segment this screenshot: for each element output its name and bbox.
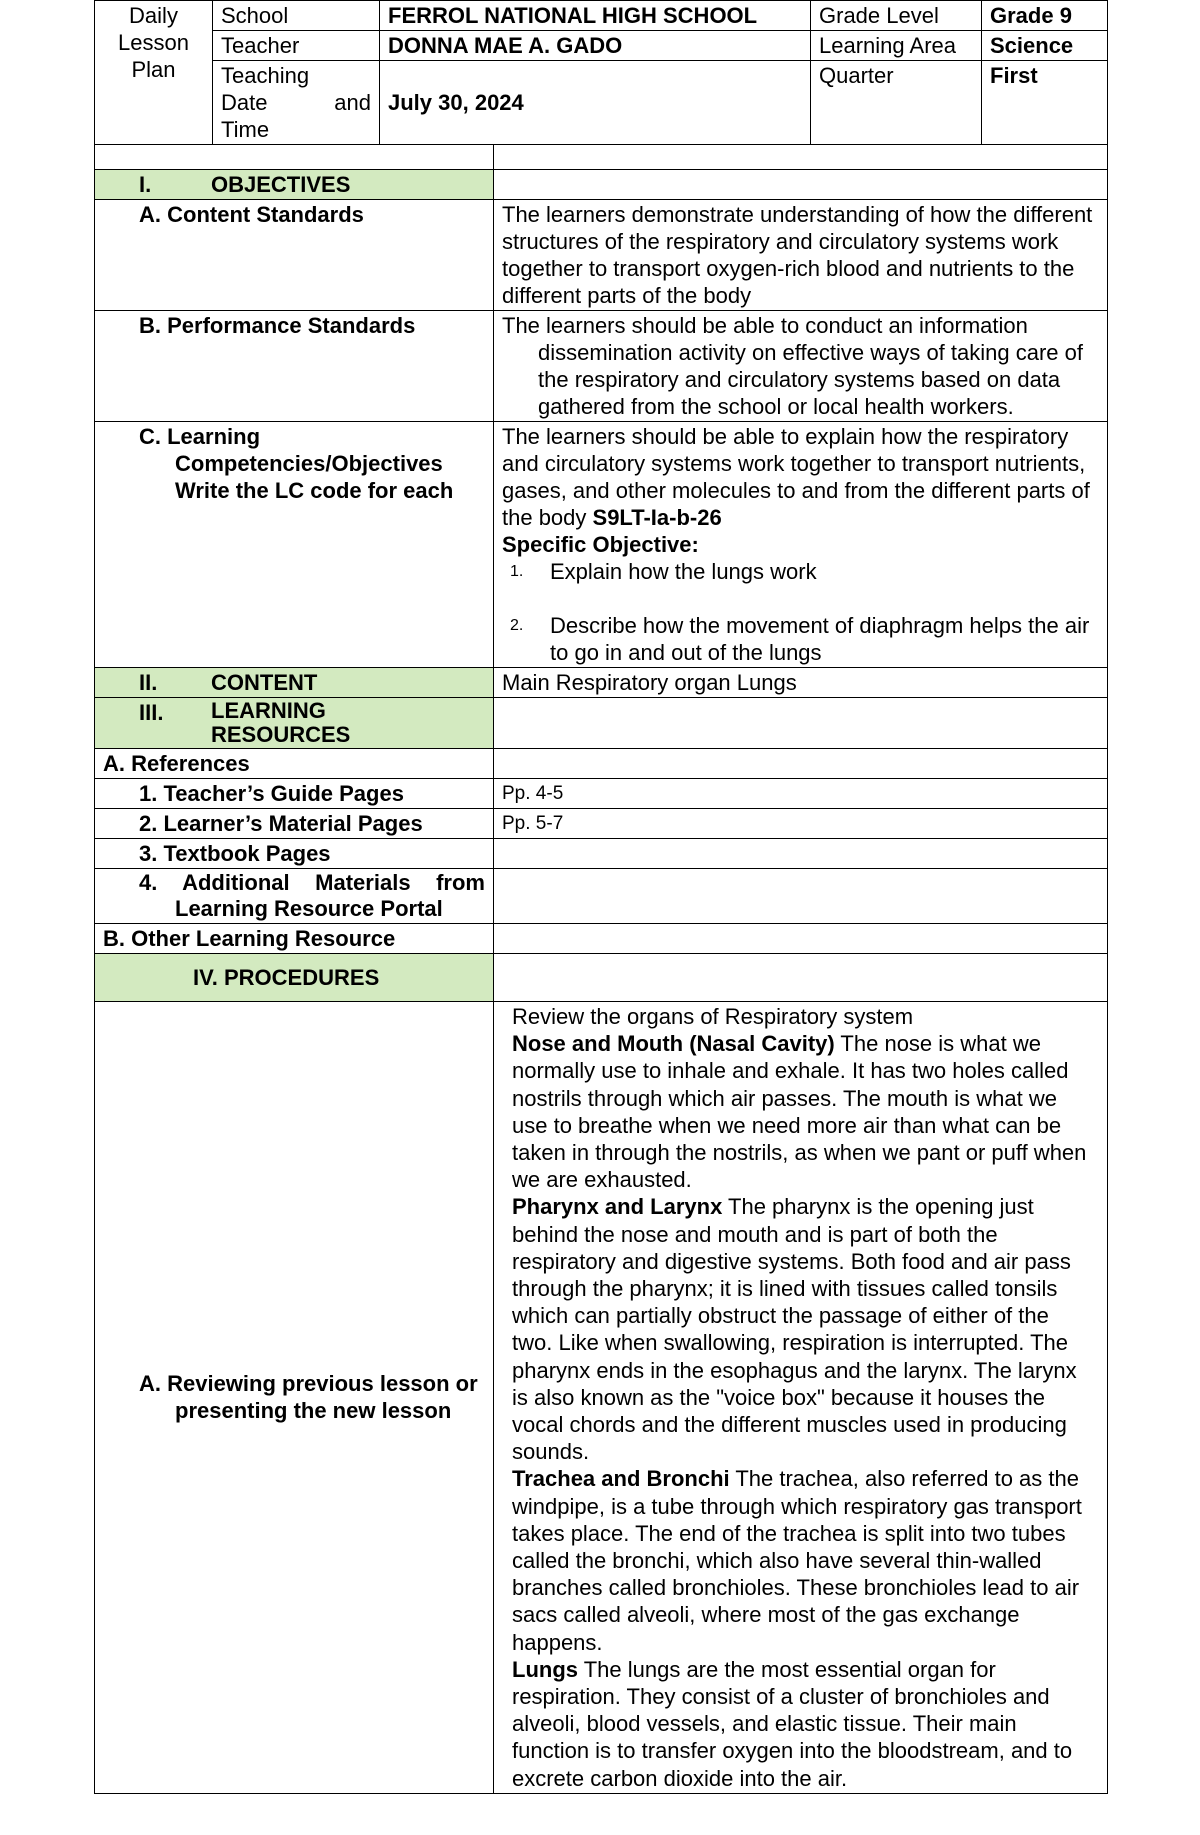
review-label: A. Reviewing previous lesson or presenting the new lesson xyxy=(95,1002,494,1794)
spacer-cell xyxy=(494,145,1108,170)
additional-materials-value xyxy=(494,869,1108,924)
date-label-line: Teaching xyxy=(221,63,310,88)
dlp-title xyxy=(95,1,213,145)
organ-text: The lungs are the most essential organ for respiration. They consist of a cluster of bronchioles and alveoli, blood vessels, and elastic tissue. Their main function is to transfer oxygen into the bloodstream, and to excrete carbon dioxide into the air. xyxy=(512,1656,1073,1791)
section-number: II. xyxy=(139,670,158,695)
date-label-word: Date xyxy=(221,90,268,115)
references-empty xyxy=(494,749,1108,779)
objectives-empty xyxy=(494,170,1108,200)
other-resource-label: B. Other Learning Resource xyxy=(95,924,494,954)
organ-name: Nose and Mouth (Nasal Cavity) xyxy=(512,1031,835,1057)
area-label: Learning Area xyxy=(811,31,982,61)
content-standards-label: A. Content Standards xyxy=(95,200,494,311)
item-text: Explain how the lungs work xyxy=(550,559,817,584)
tg-pages-label: 1. Teacher’s Guide Pages xyxy=(95,779,494,809)
spacer-cell xyxy=(95,145,494,170)
school-label: School xyxy=(213,1,380,31)
quarter-label: Quarter xyxy=(811,61,982,145)
quarter-value: First xyxy=(982,61,1108,145)
review-intro: Review the organs of Respiratory system xyxy=(512,1004,914,1029)
competencies-text xyxy=(502,423,1099,531)
objectives-heading xyxy=(95,170,494,200)
date-label xyxy=(213,61,380,145)
additional-materials-label: 4. Additional Materials from Learning Resource Portal xyxy=(95,869,494,924)
item-number: 1. xyxy=(510,563,524,580)
item-text: Describe how the movement of diaphragm helps the air to go in and out of the lungs xyxy=(550,613,1090,665)
organ-paragraph xyxy=(512,1030,1093,1193)
resources-empty xyxy=(494,698,1108,749)
references-label: A. References xyxy=(95,749,494,779)
textbook-pages-label: 3. Textbook Pages xyxy=(95,839,494,869)
content-heading xyxy=(95,668,494,698)
section-number: I. xyxy=(139,172,152,197)
content-standards-text: The learners demonstrate understanding of how the different structures of the respiratory and circulatory systems work together to transport oxygen-rich blood and nutrients to the different parts of the body xyxy=(494,200,1108,311)
organ-text: The trachea, also referred to as the windpipe, is a tube through which respiratory gas transport takes place. The end of the trachea is split into two tubes called the bronchi, which also have several thin-walled branches called bronchioles. These bronchioles lead to air sacs called alveoli, where most of the gas exchange happens. xyxy=(512,1466,1082,1655)
resources-heading-row xyxy=(139,699,485,747)
grade-value: Grade 9 xyxy=(982,1,1108,31)
other-resource-empty xyxy=(494,924,1108,954)
competencies-body: The learners should be able to explain how the respiratory and circulatory systems work together to transport nutrients, gases, and other molecules to and from the different parts of the body xyxy=(502,424,1090,530)
tg-pages-value: Pp. 4-5 xyxy=(494,779,1108,809)
section-title: LEARNING RESOURCES xyxy=(211,698,351,747)
competencies-label: C. Learning Competencies/Objectives Write the LC code for each xyxy=(95,422,494,668)
organ-paragraph xyxy=(512,1656,1093,1792)
school-value: FERROL NATIONAL HIGH SCHOOL xyxy=(380,1,811,31)
lesson-table xyxy=(94,144,1108,1794)
grade-label: Grade Level xyxy=(811,1,982,31)
performance-standards-label: B. Performance Standards xyxy=(95,311,494,422)
resources-heading xyxy=(95,698,494,749)
area-value: Science xyxy=(982,31,1108,61)
organ-paragraph xyxy=(512,1193,1093,1465)
teacher-value: DONNA MAE A. GADO xyxy=(380,31,811,61)
performance-standards-text: The learners should be able to conduct an information dissemination activity on effective ways of taking care of the respiratory and circulatory systems based on data gathered from the school or local health workers. xyxy=(494,311,1108,422)
specific-objective-item xyxy=(502,612,1099,666)
date-label-line: Time xyxy=(221,117,270,142)
teacher-label: Teacher xyxy=(213,31,380,61)
competencies-cell xyxy=(494,422,1108,668)
lm-pages-value: Pp. 5-7 xyxy=(494,809,1108,839)
procedures-empty xyxy=(494,954,1108,1002)
organ-name: Trachea and Bronchi xyxy=(512,1466,730,1492)
date-label-line xyxy=(221,89,371,116)
lesson-plan-page xyxy=(94,0,1107,1794)
organ-name: Lungs xyxy=(512,1656,578,1682)
organ-text: The pharynx is the opening just behind the nose and mouth and is part of both the respiratory and digestive systems. Both food and air pass through the pharynx; it is lined with tissues called tonsils which can partially obstruct the passage of either of the two. Like when swallowing, respiration is interrupted. The pharynx ends in the esophagus and the larynx. The larynx is also known as the "voice box" because it houses the vocal chords and the different muscles used in producing sounds. xyxy=(512,1194,1077,1465)
lc-code: S9LT-Ia-b-26 xyxy=(592,505,722,530)
procedures-heading: IV. PROCEDURES xyxy=(95,954,494,1002)
dlp-title-line: Daily xyxy=(129,3,178,28)
date-label-word: and xyxy=(334,90,371,115)
section-title: OBJECTIVES xyxy=(211,172,351,197)
organ-name: Pharynx and Larynx xyxy=(512,1194,723,1220)
lm-pages-label: 2. Learner’s Material Pages xyxy=(95,809,494,839)
section-title: CONTENT xyxy=(211,670,318,695)
dlp-title-line: Plan xyxy=(131,57,176,82)
section-number: III. xyxy=(139,700,164,725)
header-table xyxy=(94,0,1108,145)
review-content xyxy=(494,1002,1108,1794)
spacer xyxy=(502,585,1099,612)
date-value: July 30, 2024 xyxy=(380,61,811,145)
organ-text: The nose is what we normally use to inhale and exhale. It has two holes called nostrils through which air passes. The mouth is what we use to breathe when we need more air than what can be taken in through the nostrils, as when we pant or puff when we are exhausted. xyxy=(512,1031,1087,1193)
content-text: Main Respiratory organ Lungs xyxy=(494,668,1108,698)
textbook-pages-value xyxy=(494,839,1108,869)
specific-objective-item xyxy=(502,558,1099,585)
organ-paragraph xyxy=(512,1465,1093,1655)
specific-objective-label: Specific Objective: xyxy=(502,532,699,557)
dlp-title-line: Lesson xyxy=(118,30,189,55)
item-number: 2. xyxy=(510,617,524,634)
